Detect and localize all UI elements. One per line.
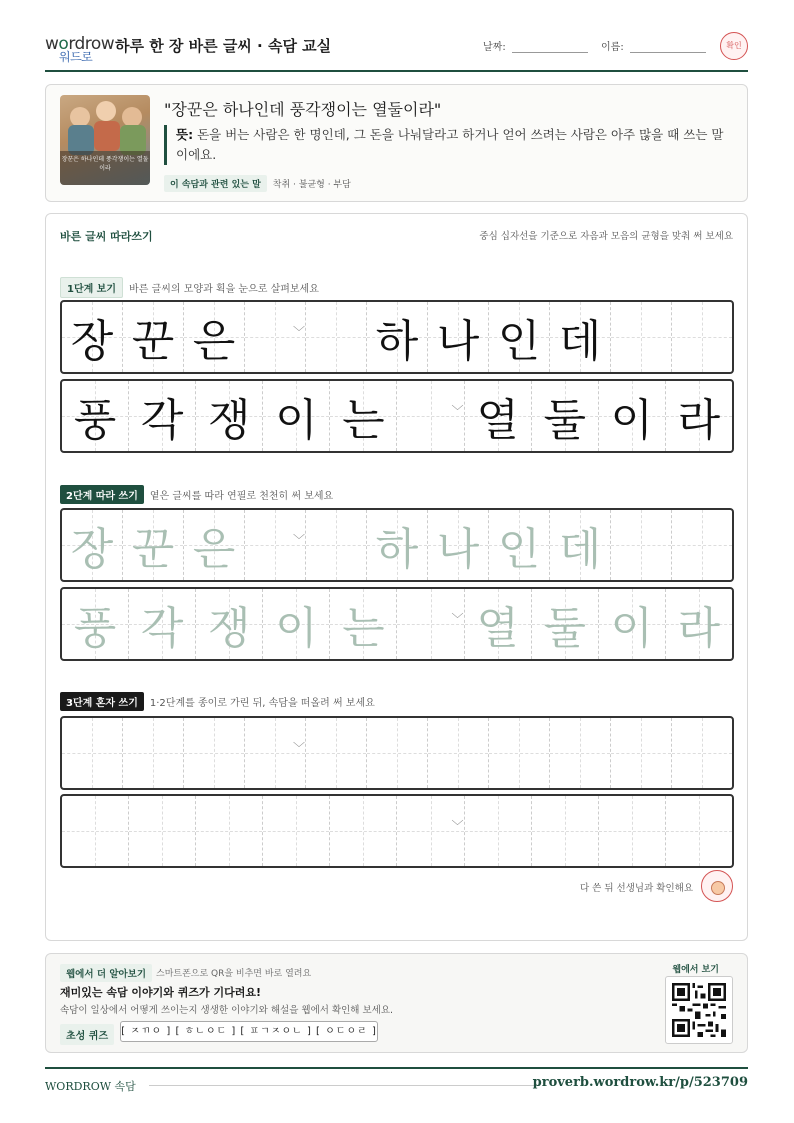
writing-cell [672, 302, 732, 372]
cell-char: 는 [342, 395, 385, 446]
footer-url-link[interactable]: proverb.wordrow.kr/p/523709 [532, 1075, 748, 1090]
writing-cell[interactable] [532, 796, 599, 866]
writing-cell [129, 381, 196, 451]
writing-cell [245, 302, 306, 372]
writing-cell[interactable] [330, 796, 397, 866]
writing-cell[interactable] [672, 718, 732, 788]
web-chip: 웹에서 더 알아보기 [60, 964, 152, 982]
writing-cell [263, 589, 330, 659]
writing-cell [245, 510, 306, 580]
chosung-quiz: [ ㅈㄲㅇ ] [ ㅎㄴㅇㄷ ] [ ㅍㄱㅈㅇㄴ ] [ ㅇㄷㅇㄹ ] [120, 1021, 378, 1042]
quiz-label: 초성 퀴즈 [60, 1024, 114, 1045]
page-title: 하루 한 장 바른 글씨 · 속담 교실 [115, 37, 332, 55]
cell-char: 라 [677, 395, 721, 446]
logo-subtext: 워드로 [59, 50, 93, 64]
cell-char: 하 [375, 316, 419, 367]
writing-cell [428, 510, 489, 580]
proverb-card [45, 84, 748, 202]
name-label: 이름: [601, 42, 624, 53]
writing-cell [550, 510, 611, 580]
footer-brand: WORDROW 속담 [45, 1080, 136, 1093]
writing-cell[interactable] [599, 796, 666, 866]
step3-heading [60, 692, 375, 711]
writing-cell[interactable] [62, 718, 123, 788]
cell-char: 각 [140, 395, 184, 446]
writing-cell [397, 589, 464, 659]
proverb-illustration [60, 95, 150, 185]
writing-cell [62, 510, 123, 580]
related-words [164, 175, 351, 192]
cell-char: 데 [558, 316, 602, 367]
writing-cell [489, 302, 550, 372]
cell-char: 풍 [73, 603, 117, 654]
cell-char: 열 [476, 395, 519, 446]
wordrow-logo: wordrow 워드로 [45, 34, 115, 64]
cell-char: 은 [192, 524, 236, 575]
writing-cell [428, 302, 489, 372]
writing-cell[interactable] [465, 796, 532, 866]
date-label: 날짜: [483, 42, 506, 53]
cell-char: 쟁 [207, 603, 251, 654]
cell-char: 인 [497, 316, 541, 367]
cell-char: 는 [342, 603, 385, 654]
web-promo [45, 953, 748, 1053]
cell-char: 둘 [543, 603, 586, 654]
cell-char: 은 [192, 316, 236, 367]
space-mark-icon: ﹀ [451, 611, 464, 626]
practice-title: 바른 글씨 따라쓰기 [60, 230, 153, 243]
qr-code-icon[interactable] [665, 976, 733, 1044]
writing-cell[interactable] [428, 718, 489, 788]
proverb-meaning [164, 125, 734, 165]
web-description: 속담이 일상에서 어떻게 쓰이는지 생생한 이야기와 해설을 웹에서 확인해 보세요. [60, 1005, 394, 1016]
writing-cell[interactable] [245, 718, 306, 788]
practice-section [45, 213, 748, 941]
writing-cell [599, 589, 666, 659]
writing-cell [184, 302, 245, 372]
space-mark-icon: ﹀ [451, 403, 464, 418]
done-note: 다 쓴 뒤 선생님과 확인해요 [579, 883, 693, 894]
qr-label: 웹에서 보기 [672, 965, 719, 975]
step1-heading [60, 277, 319, 298]
writing-cell [123, 302, 184, 372]
writing-cell [465, 589, 532, 659]
cell-char: 나 [436, 316, 480, 367]
cell-char: 장 [70, 524, 114, 575]
space-mark-icon: ﹀ [292, 740, 305, 755]
cell-char: 라 [677, 603, 721, 654]
writing-cell[interactable] [489, 718, 550, 788]
step1-line1 [60, 300, 734, 374]
writing-cell [532, 381, 599, 451]
related-label: 이 속담과 관련 있는 말 [164, 175, 267, 192]
web-hint: 스마트폰으로 QR을 비추면 바로 열려요 [156, 969, 312, 979]
writing-cell [330, 381, 397, 451]
writing-cell [62, 589, 129, 659]
writing-cell [263, 381, 330, 451]
writing-cell [306, 302, 367, 372]
writing-cell [196, 381, 263, 451]
step1-hint: 바른 글씨의 모양과 획을 눈으로 살펴보세요 [129, 284, 319, 295]
illustration-caption: 장꾼은 하나인데 풍각쟁이는 열둘이라 [60, 151, 150, 185]
space-mark-icon: ﹀ [451, 818, 464, 833]
writing-cell[interactable] [184, 718, 245, 788]
step2-line2[interactable] [60, 587, 734, 661]
writing-cell [611, 510, 672, 580]
writing-cell [62, 302, 123, 372]
writing-cell [672, 510, 732, 580]
page-footer [45, 1067, 748, 1093]
space-mark-icon: ﹀ [292, 324, 305, 339]
step2-hint: 옅은 글씨를 따라 연필로 천천히 써 보세요 [149, 491, 334, 502]
writing-cell[interactable] [550, 718, 611, 788]
writing-cell[interactable] [397, 796, 464, 866]
cell-char: 나 [436, 524, 480, 575]
writing-cell [465, 381, 532, 451]
writing-cell [397, 381, 464, 451]
writing-cell [367, 510, 428, 580]
writing-cell [184, 510, 245, 580]
writing-cell[interactable] [263, 796, 330, 866]
check-stamp-icon: 확인 [720, 32, 748, 60]
writing-cell [550, 302, 611, 372]
teacher-stamp-icon [701, 870, 733, 902]
related-list: 착취 · 불균형 · 부담 [272, 180, 351, 190]
cell-char: 열 [476, 603, 519, 654]
cell-char: 꾼 [131, 316, 175, 367]
writing-cell[interactable] [196, 796, 263, 866]
cell-char: 이 [275, 603, 318, 654]
cell-char: 데 [558, 524, 602, 575]
step2-line1[interactable] [60, 508, 734, 582]
cell-char: 꾼 [131, 524, 175, 575]
space-mark-icon: ﹀ [292, 532, 305, 547]
writing-cell[interactable] [367, 718, 428, 788]
writing-cell[interactable] [306, 718, 367, 788]
writing-cell [330, 589, 397, 659]
cell-char: 이 [610, 603, 654, 654]
step3-line2[interactable] [60, 794, 734, 868]
cell-char: 인 [497, 524, 541, 575]
step1-tag: 1단계 보기 [60, 277, 123, 298]
cell-char: 풍 [73, 395, 117, 446]
step1-line2 [60, 379, 734, 453]
cell-char: 이 [610, 395, 654, 446]
writing-cell [666, 381, 732, 451]
page-header [45, 28, 748, 72]
step3-tag: 3단계 혼자 쓰기 [60, 692, 144, 711]
writing-cell[interactable] [129, 796, 196, 866]
cell-char: 쟁 [207, 395, 251, 446]
name-field[interactable] [630, 52, 706, 53]
step2-heading [60, 485, 333, 504]
practice-hint: 중심 십자선을 기준으로 자음과 모음의 균형을 맞춰 써 보세요 [479, 231, 733, 242]
writing-cell[interactable] [123, 718, 184, 788]
writing-cell [599, 381, 666, 451]
writing-cell [306, 510, 367, 580]
step3-hint: 1·2단계를 종이로 가린 뒤, 속담을 떠올려 써 보세요 [149, 698, 375, 709]
writing-cell [367, 302, 428, 372]
writing-cell[interactable] [666, 796, 732, 866]
writing-cell [489, 510, 550, 580]
writing-cell [532, 589, 599, 659]
writing-cell [62, 381, 129, 451]
proverb-text: "장꾼은 하나인데 풍각쟁이는 열둘이라" [164, 100, 442, 119]
cell-char: 하 [375, 524, 419, 575]
writing-cell [123, 510, 184, 580]
cell-char: 각 [140, 603, 184, 654]
step2-tag: 2단계 따라 쓰기 [60, 485, 144, 504]
writing-cell [611, 302, 672, 372]
cell-char: 장 [70, 316, 114, 367]
writing-cell[interactable] [611, 718, 672, 788]
cell-char: 둘 [543, 395, 586, 446]
date-field[interactable] [512, 52, 588, 53]
writing-cell [666, 589, 732, 659]
step3-line1[interactable] [60, 716, 734, 790]
cell-char: 이 [275, 395, 318, 446]
writing-cell [129, 589, 196, 659]
footer-divider [149, 1085, 537, 1086]
web-headline: 재미있는 속담 이야기와 퀴즈가 기다려요! [60, 986, 261, 999]
writing-cell [196, 589, 263, 659]
meaning-label: 뜻: [176, 127, 194, 142]
writing-cell[interactable] [62, 796, 129, 866]
meaning-text: 돈을 버는 사람은 한 명인데, 그 돈을 나눠달라고 하거나 얻어 쓰려는 사람은 아주 많을 때 쓰는 말이에요. [176, 127, 724, 162]
